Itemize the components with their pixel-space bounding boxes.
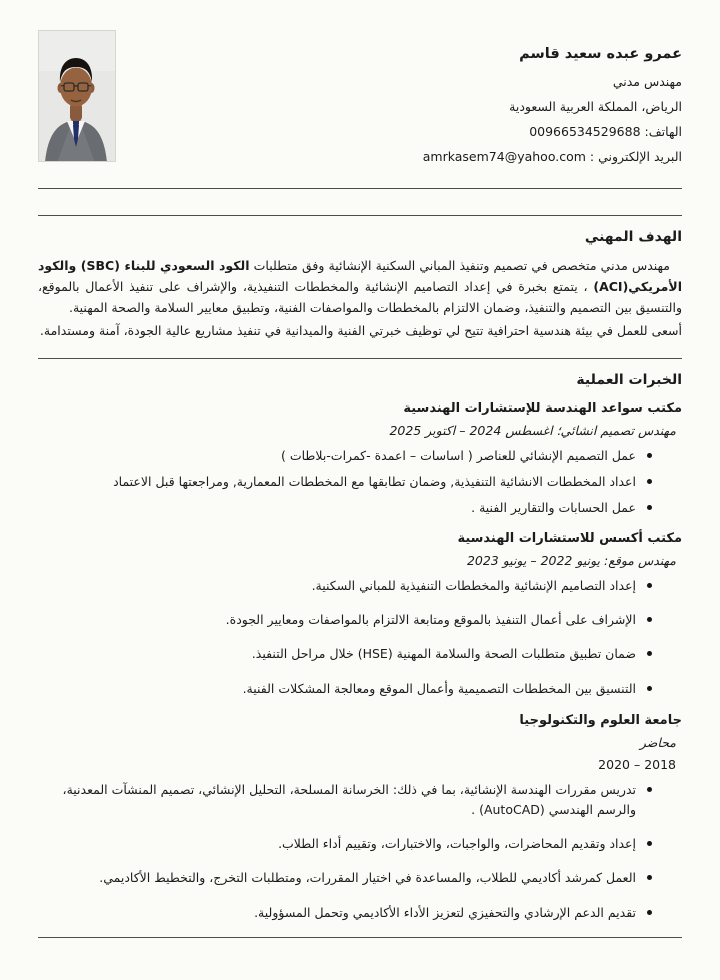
divider bbox=[38, 937, 682, 938]
bullet-item: الإشراف على أعمال التنفيذ بالموقع ومتابعة الالتزام بالمواصفات ومعايير الجودة. bbox=[38, 610, 654, 629]
bullet-item: اعداد المخططات الانشائية التنفيذية, وضمان تطابقها مع المخططات المعمارية, ومراجعتها قبل الاعتماد bbox=[38, 472, 654, 491]
date-range: 2018 – 2020 bbox=[598, 757, 676, 773]
bullet-item: إعداد التصاميم الإنشائية والمخططات التنفيذية للمباني السكنية. bbox=[38, 576, 654, 595]
bullet-item: ضمان تطبيق متطلبات الصحة والسلامة المهنية (HSE) خلال مراحل التنفيذ. bbox=[38, 644, 654, 663]
objective-paragraph bbox=[38, 255, 682, 319]
email-label: البريد الإلكتروني : bbox=[589, 149, 682, 165]
job-entry-university bbox=[38, 713, 682, 922]
divider bbox=[38, 215, 682, 216]
divider bbox=[38, 188, 682, 189]
bullet-item: تقديم الدعم الإرشادي والتحفيزي لتعزيز الأداء الأكاديمي وتحمل المسؤولية. bbox=[38, 903, 654, 922]
header bbox=[38, 30, 682, 174]
job-entry-access bbox=[38, 531, 682, 699]
location: الرياض، المملكة العربية السعودية bbox=[509, 99, 682, 115]
portrait-illustration bbox=[38, 31, 115, 162]
job-entry-sawaed bbox=[38, 401, 682, 518]
bullet-item: إعداد وتقديم المحاضرات، والواجبات، والاختبارات، وتقييم أداء الطلاب. bbox=[38, 834, 654, 853]
profile-photo bbox=[38, 30, 116, 162]
role-and-dates: مهندس تصميم انشائي؛ اغسطس 2024 – اكتوبر 2025 bbox=[389, 422, 676, 438]
role-and-dates: مهندس موقع: يونيو 2022 – يونيو 2023 bbox=[466, 552, 676, 568]
objective-codes-bold: الكود السعودي للبناء (SBC) والكود الأمريكي(ACI) bbox=[38, 257, 682, 294]
job-title: مهندس مدني bbox=[612, 74, 682, 89]
email-address: amrkasem74@yahoo.com bbox=[422, 149, 586, 165]
divider bbox=[38, 358, 682, 359]
phone-line bbox=[423, 123, 682, 141]
objective-text-continue: ، يتمتع بخبرة في إعداد التصاميم الإنشائية والمخططات التنفيذية، والإشراف على تنفيذ الأعمال بالموقع، والتنسيق بين التصميم والتنفيذ، وضمان الالتزام بالمخططات والمواصفات الفنية، وتطبيق معايير السلامة والصحة المهنية. bbox=[38, 278, 682, 315]
job-bullet-list bbox=[38, 780, 654, 922]
section-heading-objective: الهدف المهني bbox=[584, 228, 682, 245]
objective-text-start: مهندس مدني متخصص في تصميم وتنفيذ المباني السكنية الإنشائية وفق متطلبات bbox=[249, 257, 670, 273]
bullet-item: عمل التصميم الإنشائي للعناصر ( اساسات – اعمدة -كمرات-بلاطات ) bbox=[38, 446, 654, 465]
bullet-item: التنسيق بين المخططات التصميمية وأعمال الموقع ومعالجة المشكلات الفنية. bbox=[38, 679, 654, 698]
job-bullet-list bbox=[38, 576, 654, 699]
bullet-item: تدريس مقررات الهندسة الإنشائية، بما في ذلك: الخرسانة المسلحة، التحليل الإنشائي، تصميم المنشآت المعدنية، والرسم الهندسي (AutoCAD) . bbox=[38, 780, 654, 819]
phone-label: الهاتف: bbox=[644, 124, 682, 140]
phone-number: 00966534529688 bbox=[529, 124, 641, 140]
company-name: مكتب أكسس للاستشارات الهندسية bbox=[457, 530, 682, 546]
section-heading-experience: الخبرات العملية bbox=[576, 371, 682, 388]
company-name: مكتب سواعد الهندسة للإستشارات الهندسية bbox=[403, 400, 682, 416]
bullet-item: عمل الحسابات والتقارير الفنية . bbox=[38, 498, 654, 517]
bullet-item: العمل كمرشد أكاديمي للطلاب، والمساعدة في اختيار المقررات، ومتطلبات التخرج، والتخطيط الأكاديمي. bbox=[38, 868, 654, 887]
objective-paragraph-2: أسعى للعمل في بيئة هندسية احترافية تتيح لي توظيف خبرتي الفنية والميدانية في تنفيذ مشاريع عالية الجودة، آمنة ومستدامة. bbox=[39, 323, 682, 339]
contact-info bbox=[423, 30, 682, 174]
section-objective bbox=[38, 229, 682, 342]
company-name: جامعة العلوم والتكنولوجيا bbox=[519, 713, 682, 729]
job-bullet-list bbox=[38, 446, 654, 518]
email-line bbox=[423, 148, 682, 166]
section-experience bbox=[38, 372, 682, 923]
person-name: عمرو عبده سعيد قاسم bbox=[519, 46, 682, 62]
role-title: محاضر bbox=[639, 735, 676, 751]
